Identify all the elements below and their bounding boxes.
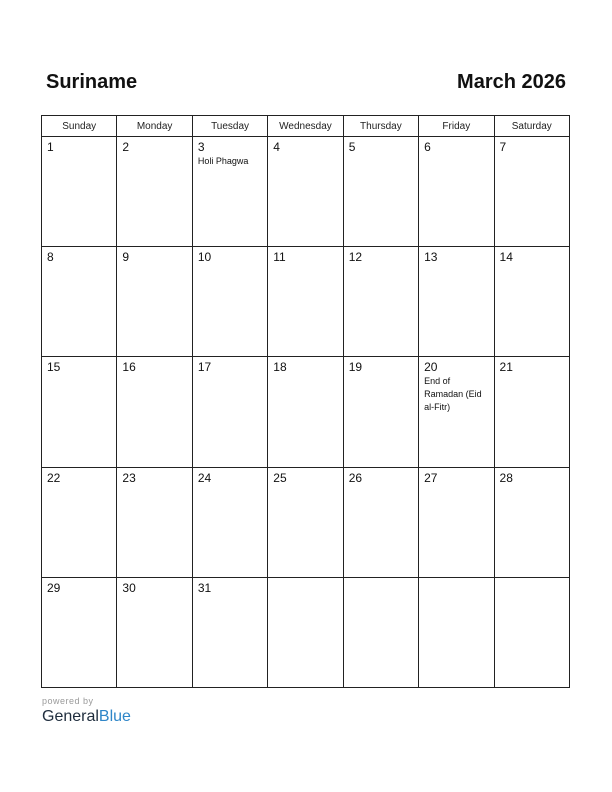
brand-name-part2: Blue: [98, 708, 131, 725]
day-number: 12: [348, 250, 363, 265]
day-cell: [117, 137, 192, 247]
month-title: March 2026: [457, 71, 566, 93]
day-number: 13: [424, 250, 438, 265]
day-number: 28: [499, 470, 513, 485]
day-number: 31: [197, 580, 212, 595]
day-cell: [42, 357, 117, 467]
day-cell: [268, 357, 343, 467]
day-cell: [268, 247, 343, 357]
day-cell: [494, 467, 569, 577]
day-cell: [343, 357, 418, 467]
calendar-grid: [41, 115, 570, 688]
brand-name-part1: General: [42, 708, 99, 725]
weekday-header: Saturday: [494, 116, 569, 137]
day-cell: [117, 467, 192, 577]
day-cell: [268, 467, 343, 577]
day-cell: [343, 467, 418, 577]
weekday-header: Friday: [419, 116, 494, 137]
day-number: 16: [122, 360, 136, 375]
day-cell: [117, 577, 192, 687]
day-number: 29: [47, 580, 61, 595]
day-cell: [419, 137, 494, 247]
day-cell: [494, 357, 569, 467]
weekday-header: Tuesday: [192, 116, 267, 137]
week-row: [42, 357, 570, 467]
day-number: 17: [197, 360, 212, 375]
day-number: 24: [197, 470, 212, 485]
day-cell: [192, 137, 267, 247]
day-cell: [419, 577, 494, 687]
day-number: 10: [197, 250, 212, 265]
day-number: 4: [273, 140, 280, 154]
day-cell: [494, 137, 569, 247]
holiday-label: End of Ramadan (Eid al-Fitr): [424, 376, 482, 413]
day-number: 25: [273, 470, 287, 485]
day-number: 2: [122, 140, 130, 154]
day-cell: [494, 577, 569, 687]
brand-logo: [42, 708, 131, 726]
weekday-header: Thursday: [343, 116, 418, 137]
footer-branding: [42, 696, 131, 726]
week-row: [42, 247, 570, 357]
day-cell: [192, 467, 267, 577]
day-number: 7: [499, 140, 507, 154]
day-number: 6: [424, 140, 431, 154]
weekday-header-row: [42, 116, 570, 137]
day-cell: [419, 467, 494, 577]
day-number: 9: [122, 250, 130, 265]
day-cell: [117, 357, 192, 467]
day-cell: [343, 247, 418, 357]
day-number: 15: [47, 360, 61, 375]
day-cell: [268, 577, 343, 687]
day-cell: [42, 247, 117, 357]
powered-by-text: powered by: [42, 696, 94, 706]
day-cell: [117, 247, 192, 357]
day-cell: [419, 357, 494, 467]
day-cell: [494, 247, 569, 357]
day-cell: [192, 247, 267, 357]
country-title: Suriname: [46, 71, 138, 93]
day-number: 5: [348, 140, 356, 154]
day-cell: [42, 577, 117, 687]
holiday-label: Holi Phagwa: [197, 156, 249, 166]
day-number: 1: [47, 140, 54, 154]
day-number: 27: [424, 470, 438, 485]
weekday-header: Wednesday: [268, 116, 343, 137]
day-cell: [42, 137, 117, 247]
day-number: 26: [348, 470, 363, 485]
day-number: 21: [499, 360, 513, 375]
day-number: 19: [348, 360, 363, 375]
title-row: [46, 71, 566, 99]
day-number: 22: [47, 470, 61, 485]
day-cell: [343, 137, 418, 247]
weekday-header: Monday: [117, 116, 192, 137]
day-cell: [192, 357, 267, 467]
day-number: 11: [273, 250, 286, 265]
day-number: 18: [273, 360, 287, 375]
day-number: 20: [424, 360, 438, 375]
day-number: 3: [197, 140, 205, 154]
day-number: 14: [499, 250, 513, 265]
day-cell: [419, 247, 494, 357]
week-row: [42, 467, 570, 577]
day-cell: [192, 577, 267, 687]
weekday-header: Sunday: [42, 116, 117, 137]
day-number: 30: [122, 580, 136, 595]
day-cell: [42, 467, 117, 577]
day-number: 23: [122, 470, 136, 485]
week-row: [42, 137, 570, 247]
day-cell: [343, 577, 418, 687]
week-row: [42, 577, 570, 687]
day-cell: [268, 137, 343, 247]
day-number: 8: [47, 250, 54, 265]
